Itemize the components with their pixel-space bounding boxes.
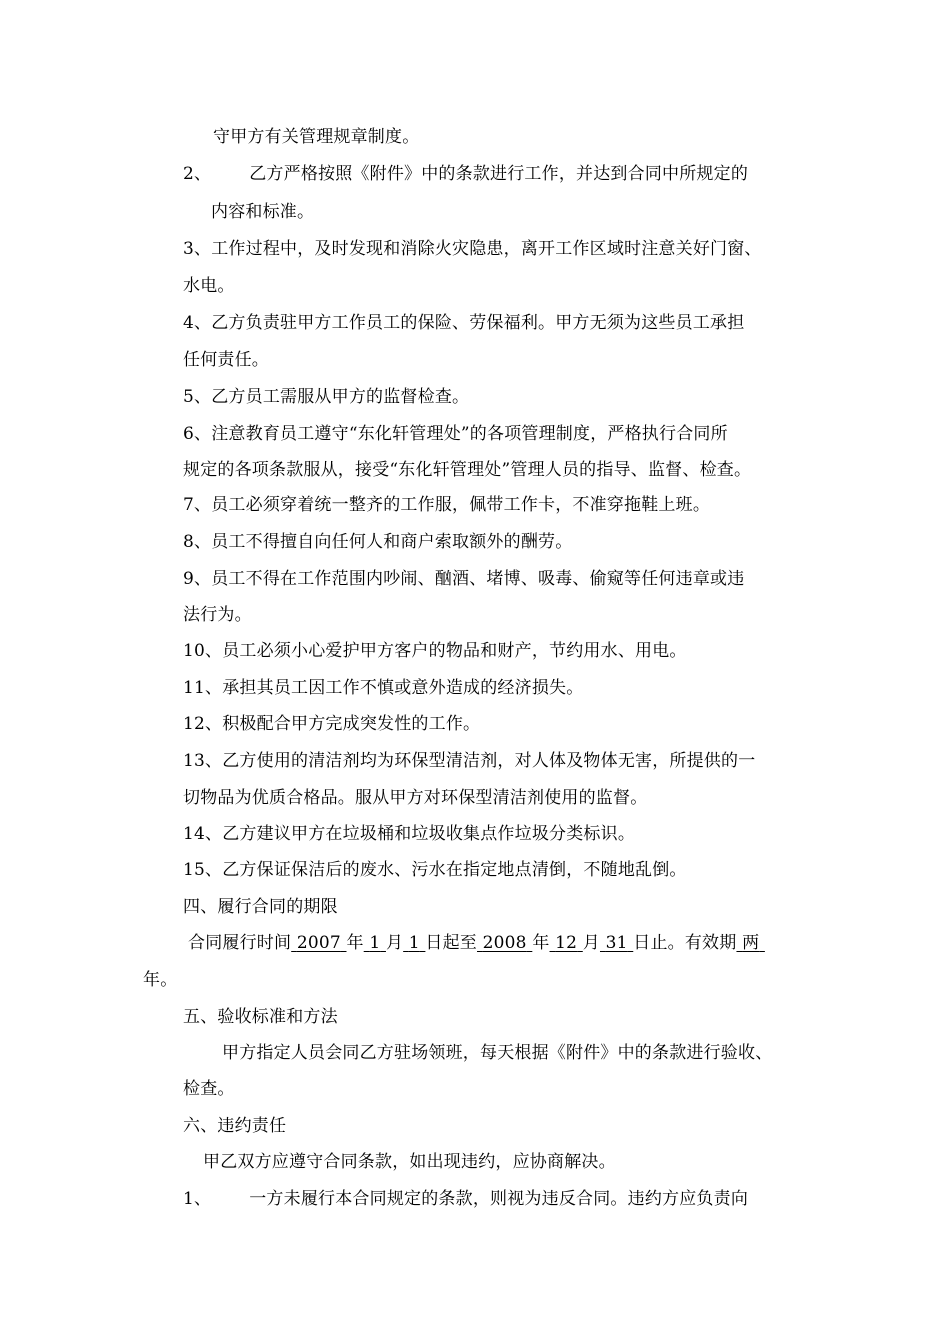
text-line: 甲乙双方应遵守合同条款，如出现违约，应协商解决。 bbox=[203, 1152, 616, 1172]
text-line: 10、员工必须小心爱护甲方客户的物品和财产，节约用水、用电。 bbox=[183, 641, 687, 661]
item-number: 1、 bbox=[183, 1189, 212, 1209]
start-day: 1 bbox=[408, 933, 420, 953]
item-text: 一方未履行本合同规定的条款，则视为违反合同。违约方应负责向 bbox=[249, 1189, 749, 1209]
section-heading: 五、验收标准和方法 bbox=[183, 1007, 338, 1027]
contract-term-line: 合同履行时间 2007 年 1 月 1 日起至 2008 年 12 月 31 日止。有效期 两 bbox=[188, 932, 765, 954]
start-month: 1 bbox=[369, 933, 381, 953]
text-line: 法行为。 bbox=[183, 605, 252, 625]
text-line: 8、员工不得擅自向任何人和商户索取额外的酬劳。 bbox=[183, 532, 573, 552]
section-heading: 四、履行合同的期限 bbox=[183, 897, 338, 917]
text-line: 切物品为优质合格品。服从甲方对环保型清洁剂使用的监督。 bbox=[183, 788, 648, 808]
end-month: 12 bbox=[555, 933, 578, 953]
item-number: 2、 bbox=[183, 164, 212, 184]
text-line: 7、员工必须穿着统一整齐的工作服，佩带工作卡，不准穿拖鞋上班。 bbox=[183, 495, 711, 515]
end-year: 2008 bbox=[482, 933, 527, 953]
term-prefix: 合同履行时间 bbox=[188, 933, 292, 953]
text-line: 任何责任。 bbox=[183, 350, 269, 370]
text-line: 年。 bbox=[143, 970, 178, 990]
start-year: 2007 bbox=[296, 933, 341, 953]
text-line: 水电。 bbox=[183, 276, 235, 296]
numbered-line bbox=[183, 163, 748, 185]
text-line: 5、乙方员工需服从甲方的监督检查。 bbox=[183, 387, 470, 407]
validity-period: 两 bbox=[742, 933, 760, 953]
text-line: 规定的各项条款服从，接受“东化轩管理处”管理人员的指导、监督、检查。 bbox=[183, 460, 752, 480]
text-line: 守甲方有关管理规章制度。 bbox=[213, 127, 420, 147]
text-line: 14、乙方建议甲方在垃圾桶和垃圾收集点作垃圾分类标识。 bbox=[183, 824, 636, 844]
text-line: 13、乙方使用的清洁剂均为环保型清洁剂，对人体及物体无害，所提供的一 bbox=[183, 751, 756, 771]
text-line: 12、积极配合甲方完成突发性的工作。 bbox=[183, 714, 481, 734]
text-line: 内容和标准。 bbox=[211, 202, 315, 222]
text-line: 检查。 bbox=[183, 1079, 235, 1099]
text-line: 9、员工不得在工作范围内吵闹、酗酒、堵博、吸毒、偷窥等任何违章或违 bbox=[183, 569, 745, 589]
text-line: 11、承担其员工因工作不慎或意外造成的经济损失。 bbox=[183, 678, 584, 698]
numbered-line bbox=[183, 1188, 748, 1210]
end-day: 31 bbox=[605, 933, 628, 953]
section-heading: 六、违约责任 bbox=[183, 1116, 287, 1136]
text-line: 4、乙方负责驻甲方工作员工的保险、劳保福利。甲方无须为这些员工承担 bbox=[183, 313, 745, 333]
text-line: 甲方指定人员会同乙方驻场领班，每天根据《附件》中的条款进行验收、 bbox=[222, 1043, 773, 1063]
item-text: 乙方严格按照《附件》中的条款进行工作，并达到合同中所规定的 bbox=[249, 164, 749, 184]
text-line: 3、工作过程中，及时发现和消除火灾隐患，离开工作区域时注意关好门窗、 bbox=[183, 239, 762, 259]
text-line: 6、注意教育员工遵守“东化轩管理处”的各项管理制度，严格执行合同所 bbox=[183, 424, 728, 444]
text-line: 15、乙方保证保洁后的废水、污水在指定地点清倒，不随地乱倒。 bbox=[183, 860, 687, 880]
